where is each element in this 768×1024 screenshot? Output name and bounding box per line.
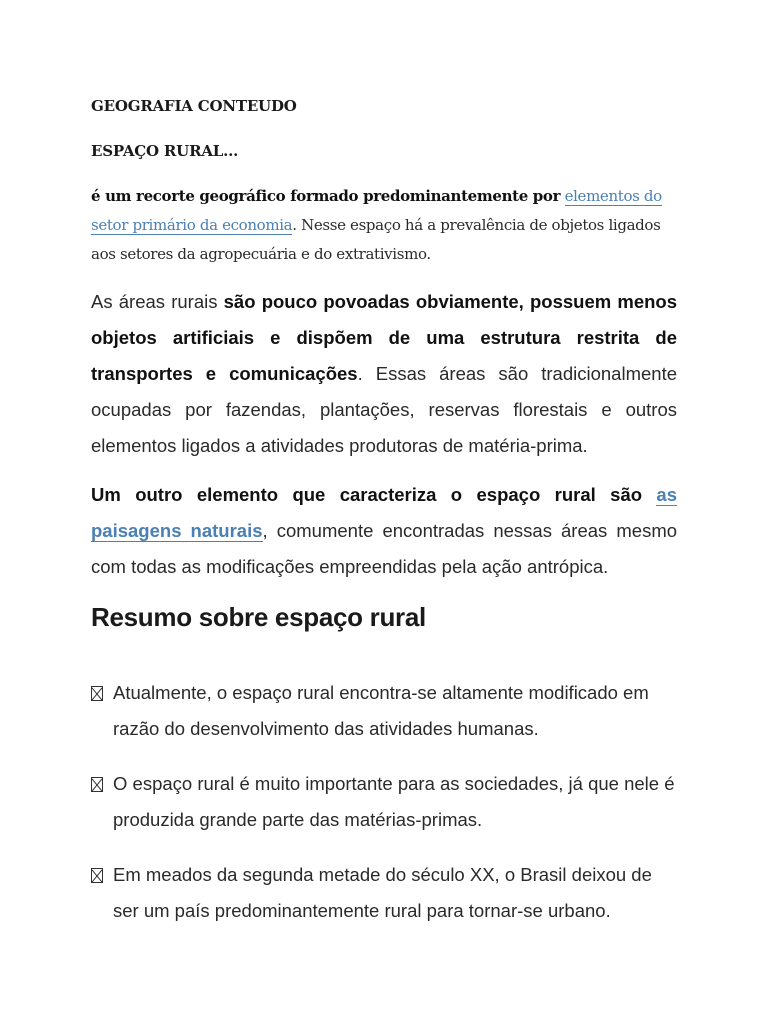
section-title: ESPAÇO RURAL... [91,142,239,160]
paragraph-2-rest: , comumente encontradas nessas áreas mesmo com todas as modificações empreendidas pela ação antrópica. [91,520,678,577]
document-title: GEOGRAFIA CONTEUDO [91,97,297,115]
missing-glyph-box-icon [91,686,103,701]
list-item [91,675,681,747]
rural-areas-paragraph [91,284,677,464]
list-item-text: O espaço rural é muito importante para as sociedades, já que nele é produzida grande parte das matérias-primas. [113,773,675,830]
primary-sector-link[interactable]: elementos do setor primário da economia [91,187,662,234]
list-item [91,857,681,929]
paragraph-2-bold: Um outro elemento que caracteriza o espaço rural são [91,484,657,505]
list-item [91,766,681,838]
intro-rest-text: . Nesse espaço há a prevalência de objetos ligados aos setores da agropecuária e do extrativismo. [91,216,661,263]
paragraph-1-rest: . Essas áreas são tradicionalmente ocupadas por fazendas, plantações, reservas florestais e outros elementos ligados a atividades produtoras de matéria-prima. [91,363,677,456]
intro-paragraph [91,182,681,269]
summary-heading: Resumo sobre espaço rural [91,602,426,632]
missing-glyph-box-icon [91,868,103,883]
natural-landscapes-link[interactable]: as paisagens naturais [91,484,677,541]
paragraph-1-bold: são pouco povoadas obviamente, possuem menos objetos artificiais e dispõem de uma estrutura restrita de transportes e comunicações [91,291,678,384]
intro-bold-text: é um recorte geográfico formado predominantemente por [91,187,561,205]
list-item-text: Em meados da segunda metade do século XX, o Brasil deixou de ser um país predominantemente rural para tornar-se urbano. [113,864,652,921]
missing-glyph-box-icon [91,777,103,792]
paragraph-1-lead: As áreas rurais [91,291,224,312]
summary-list [91,675,681,948]
list-item-text: Atualmente, o espaço rural encontra-se altamente modificado em razão do desenvolvimento das atividades humanas. [113,682,649,739]
natural-landscapes-paragraph [91,477,677,585]
